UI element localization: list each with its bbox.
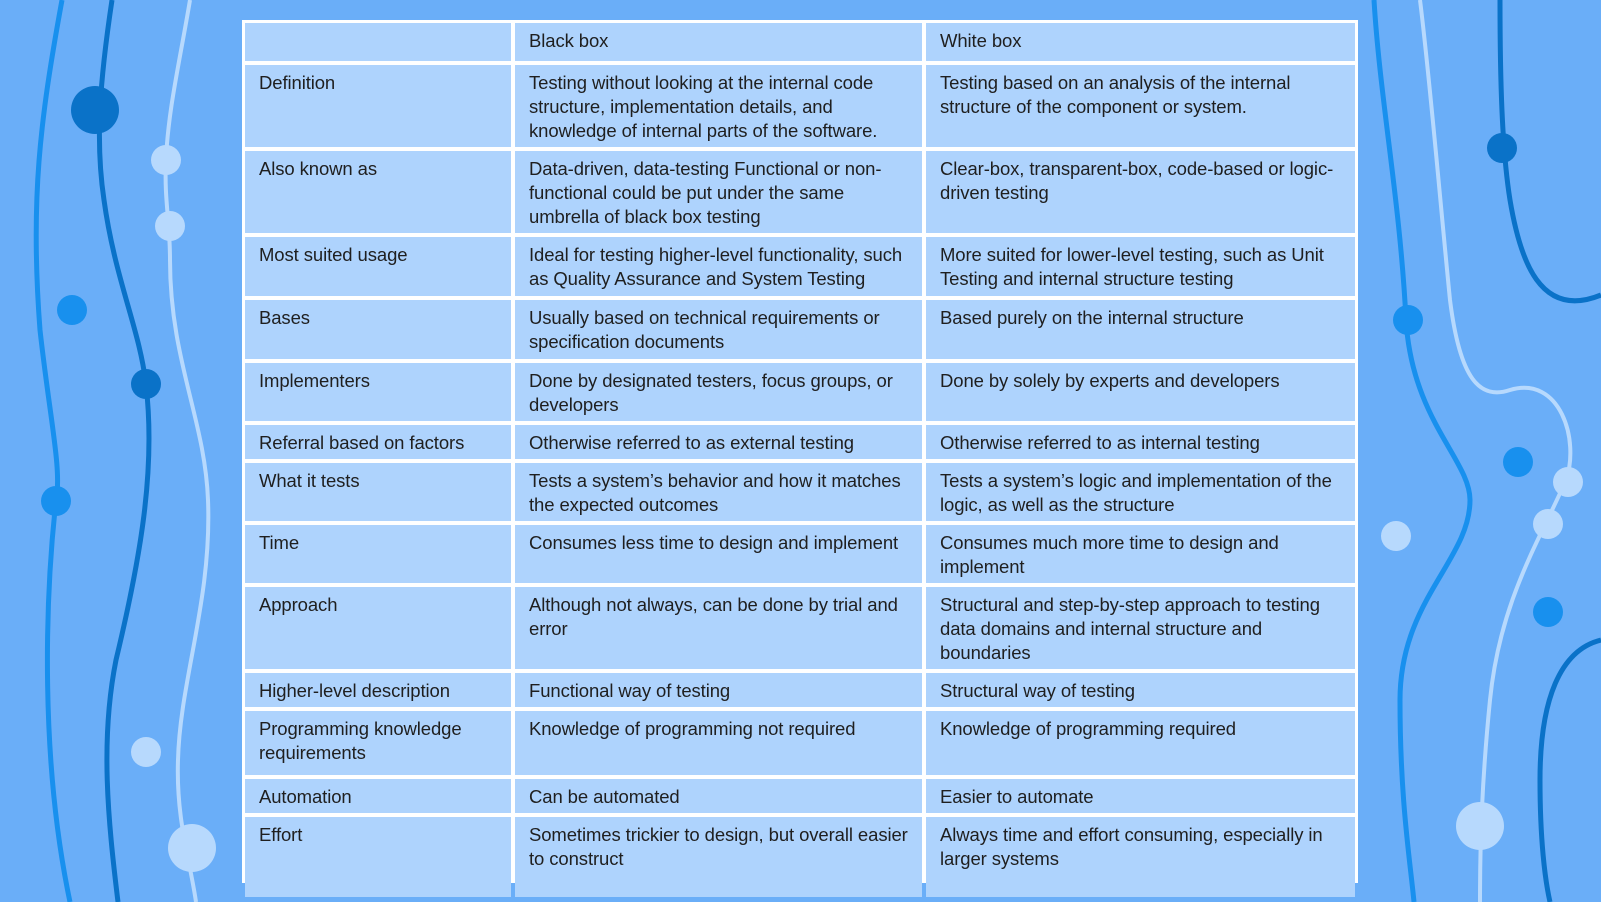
black-box-cell: Data-driven, data-testing Functional or non-functional could be put under the same umbrella of black box testing — [515, 151, 922, 233]
black-box-cell: Sometimes trickier to design, but overall easier to construct — [515, 817, 922, 897]
wave-line-right-4 — [1540, 640, 1601, 902]
row-label: Bases — [245, 300, 511, 359]
row-label: What it tests — [245, 463, 511, 521]
header-cell-black-box: Black box — [515, 23, 922, 61]
table-row — [245, 587, 1355, 669]
black-box-cell: Although not always, can be done by trial and error — [515, 587, 922, 669]
dot-left-7 — [131, 737, 161, 767]
dot-right-1 — [1487, 133, 1517, 163]
black-box-cell: Knowledge of programming not required — [515, 711, 922, 775]
dot-right-2 — [1393, 305, 1423, 335]
white-box-cell: Knowledge of programming required — [926, 711, 1355, 775]
row-label: Automation — [245, 779, 511, 813]
wave-line-right-1 — [1374, 0, 1470, 902]
dot-right-7 — [1533, 597, 1563, 627]
table-row — [245, 779, 1355, 813]
dot-left-5 — [131, 369, 161, 399]
black-box-cell: Tests a system’s behavior and how it matches the expected outcomes — [515, 463, 922, 521]
row-label: Time — [245, 525, 511, 583]
white-box-cell: Structural and step-by-step approach to testing data domains and internal structure and boundaries — [926, 587, 1355, 669]
dot-left-2 — [151, 145, 181, 175]
wave-line-left-2 — [99, 0, 149, 902]
black-box-cell: Usually based on technical requirements or specification documents — [515, 300, 922, 359]
table-row — [245, 363, 1355, 421]
white-box-cell: Done by solely by experts and developers — [926, 363, 1355, 421]
table-row — [245, 525, 1355, 583]
black-box-cell: Ideal for testing higher-level functionality, such as Quality Assurance and System Testing — [515, 237, 922, 296]
wave-line-left-3 — [166, 0, 209, 902]
table-header-row — [245, 23, 1355, 61]
table-row — [245, 151, 1355, 233]
row-label: Definition — [245, 65, 511, 147]
black-box-cell: Consumes less time to design and implement — [515, 525, 922, 583]
row-label: Referral based on factors — [245, 425, 511, 459]
row-label: Approach — [245, 587, 511, 669]
black-box-cell: Done by designated testers, focus groups, or developers — [515, 363, 922, 421]
white-box-cell: Always time and effort consuming, especially in larger systems — [926, 817, 1355, 897]
dot-left-4 — [57, 295, 87, 325]
row-label: Programming knowledge requirements — [245, 711, 511, 775]
dot-left-3 — [155, 211, 185, 241]
white-box-cell: Easier to automate — [926, 779, 1355, 813]
table-row — [245, 711, 1355, 775]
row-label: Higher-level description — [245, 673, 511, 707]
black-box-cell: Testing without looking at the internal code structure, implementation details, and knowledge of internal parts of the software. — [515, 65, 922, 147]
table-row — [245, 65, 1355, 147]
row-label: Most suited usage — [245, 237, 511, 296]
white-box-cell: Clear-box, transparent-box, code-based or logic-driven testing — [926, 151, 1355, 233]
dot-right-3 — [1503, 447, 1533, 477]
header-cell-white-box: White box — [926, 23, 1355, 61]
white-box-cell: Consumes much more time to design and implement — [926, 525, 1355, 583]
comparison-table — [241, 19, 1359, 901]
black-box-cell: Otherwise referred to as external testing — [515, 425, 922, 459]
row-label: Implementers — [245, 363, 511, 421]
dot-right-5 — [1381, 521, 1411, 551]
row-label: Also known as — [245, 151, 511, 233]
white-box-cell: Otherwise referred to as internal testing — [926, 425, 1355, 459]
header-cell-blank — [245, 23, 511, 61]
dot-right-8 — [1456, 802, 1504, 850]
table-row — [245, 673, 1355, 707]
white-box-cell: More suited for lower-level testing, such as Unit Testing and internal structure testing — [926, 237, 1355, 296]
white-box-cell: Based purely on the internal structure — [926, 300, 1355, 359]
row-label: Effort — [245, 817, 511, 897]
table-row — [245, 300, 1355, 359]
table-row — [245, 237, 1355, 296]
dot-left-8 — [168, 824, 216, 872]
white-box-cell: Testing based on an analysis of the internal structure of the component or system. — [926, 65, 1355, 147]
wave-line-left-1 — [36, 0, 70, 902]
dot-right-4 — [1553, 467, 1583, 497]
black-box-cell: Functional way of testing — [515, 673, 922, 707]
white-box-cell: Tests a system’s logic and implementation of the logic, as well as the structure — [926, 463, 1355, 521]
comparison-table-container — [242, 20, 1358, 883]
white-box-cell: Structural way of testing — [926, 673, 1355, 707]
dot-right-6 — [1533, 509, 1563, 539]
table-row — [245, 425, 1355, 459]
table-row — [245, 463, 1355, 521]
black-box-cell: Can be automated — [515, 779, 922, 813]
dot-left-6 — [41, 486, 71, 516]
dot-left-1 — [71, 86, 119, 134]
table-row — [245, 817, 1355, 897]
